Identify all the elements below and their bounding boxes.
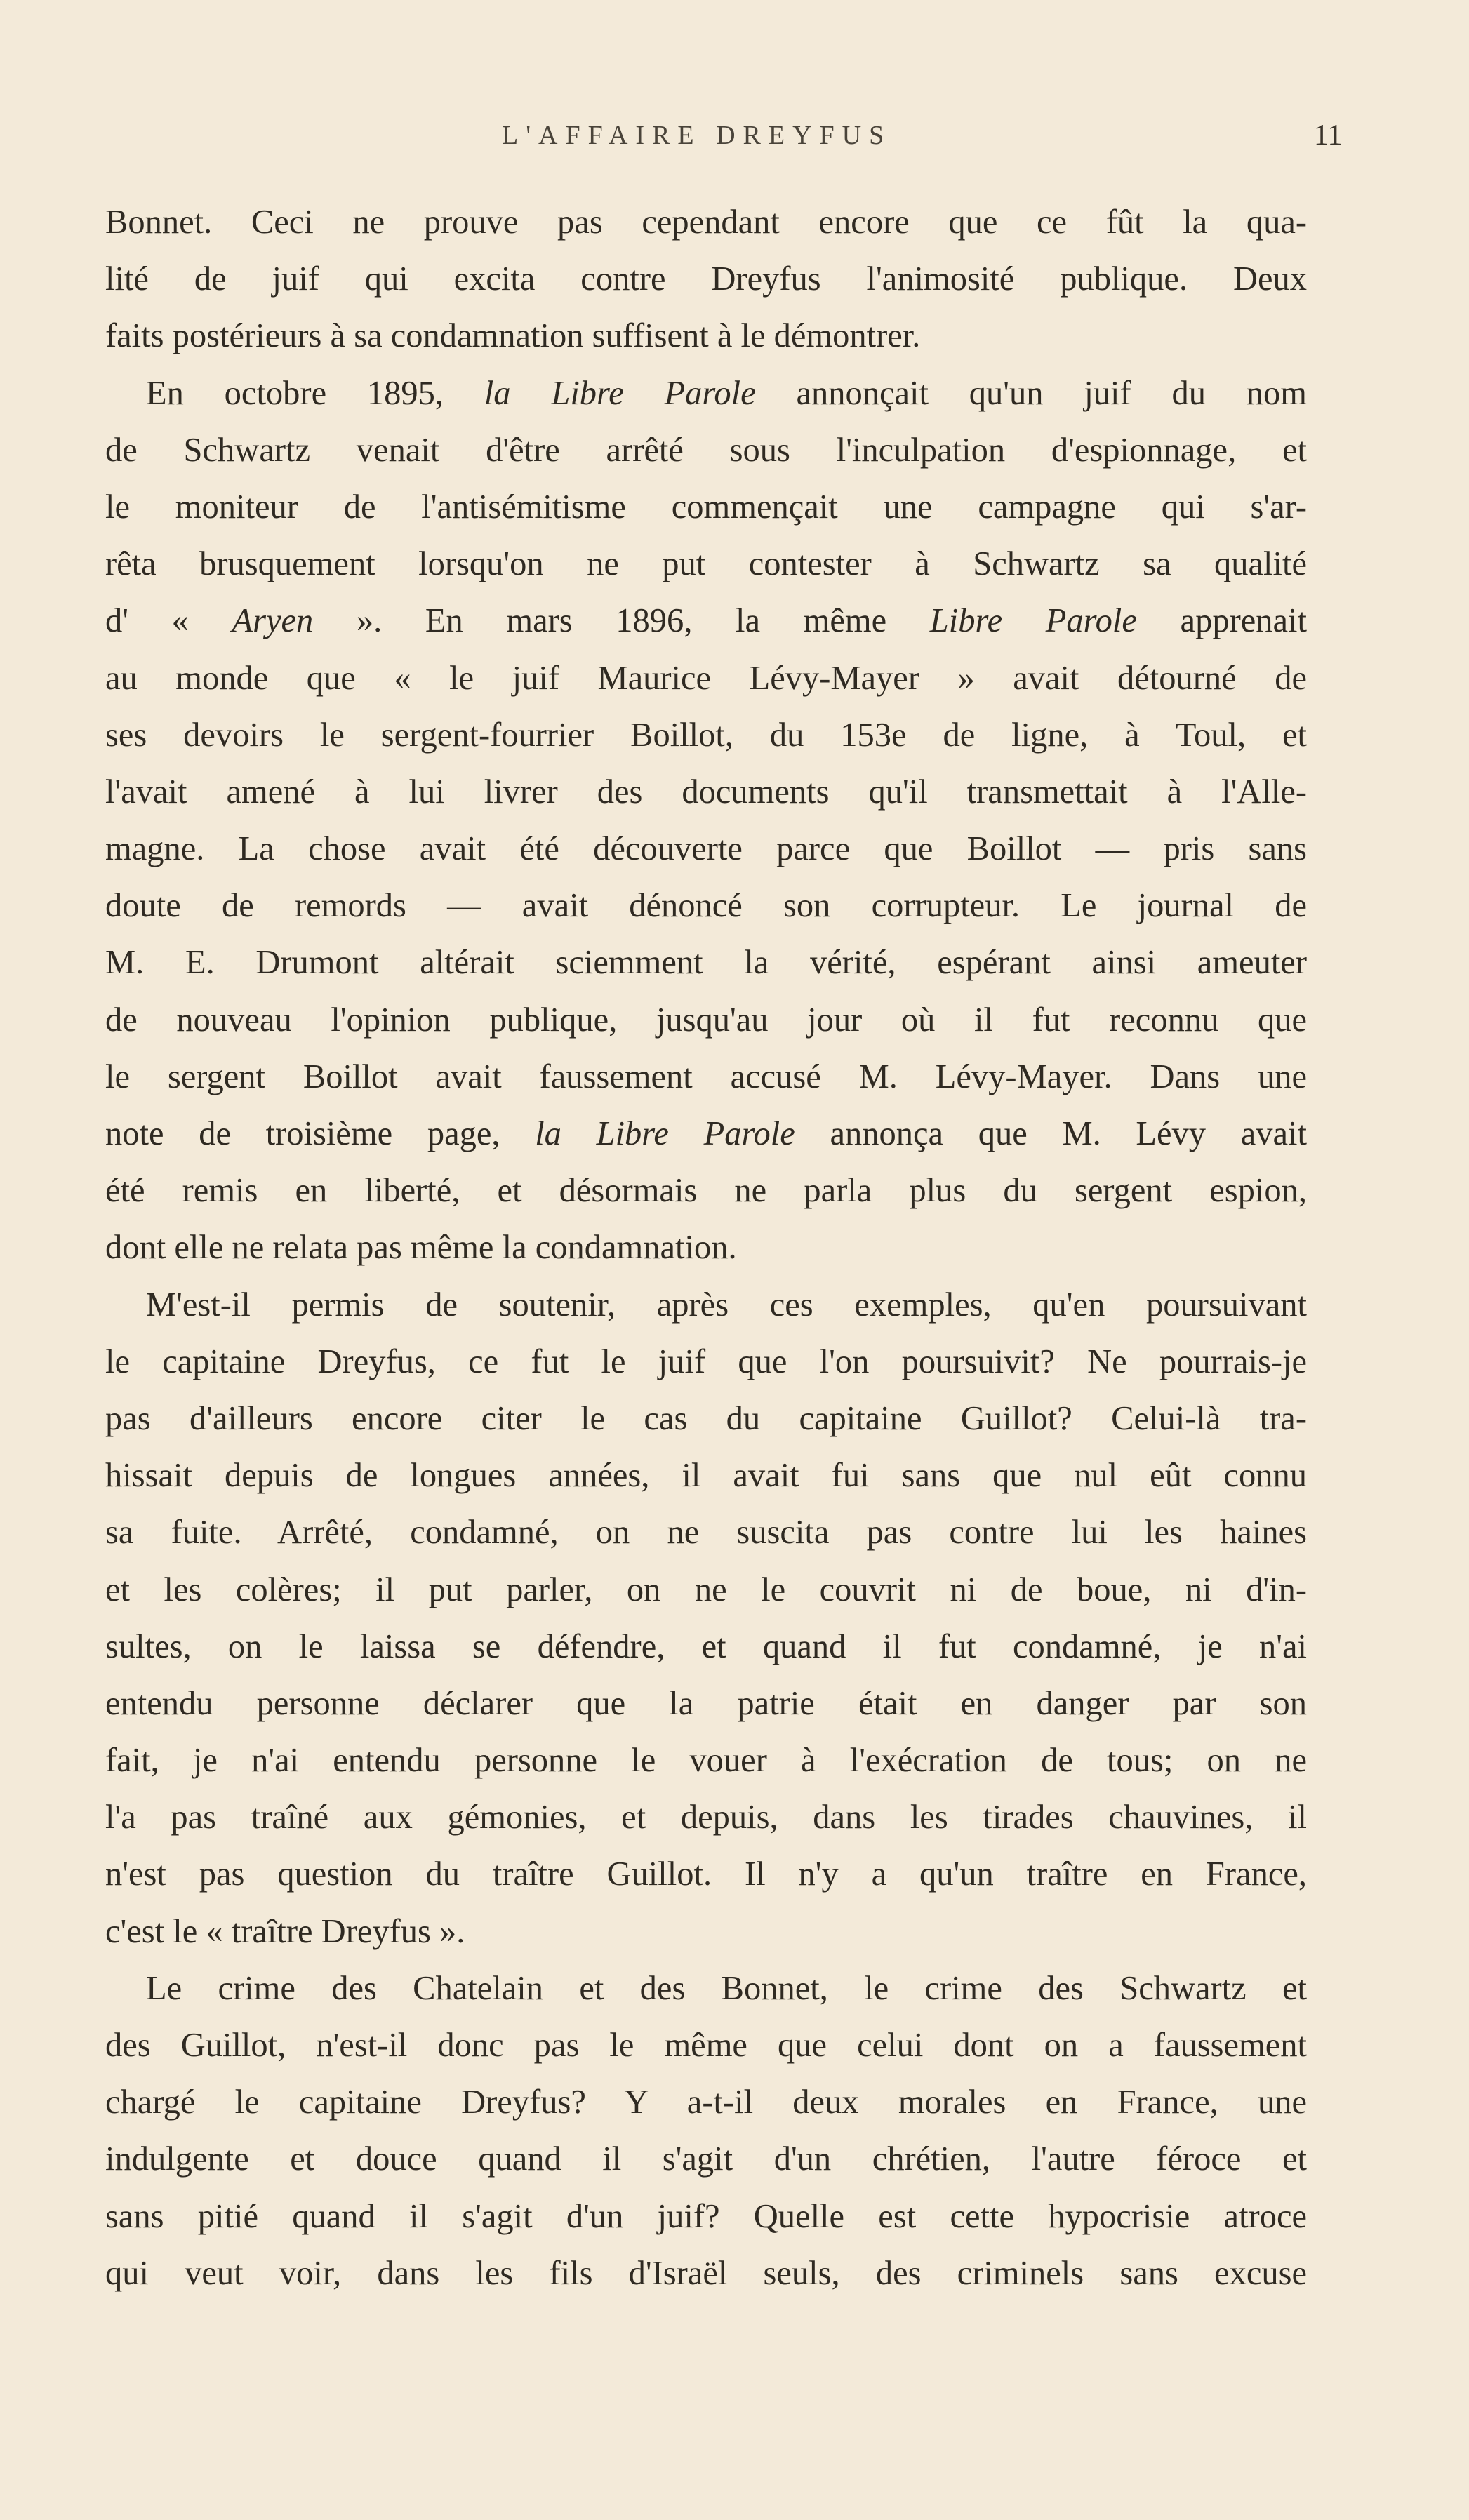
text-line: M'est-il permis de soutenir, après ces exemples, qu'en poursuivant: [146, 1286, 1307, 1324]
text-line: au monde que « le juif Maurice Lévy-Mayer » avait détourné de: [105, 659, 1307, 697]
text-line: entendu personne déclarer que la patrie était en danger par son: [105, 1684, 1307, 1722]
text-line: magne. La chose avait été découverte parce que Boillot — pris sans: [105, 830, 1307, 868]
text-line: l'a pas traîné aux gémonies, et depuis, dans les tirades chauvines, il: [105, 1799, 1307, 1836]
text-line: sultes, on le laissa se défendre, et quand il fut condamné, je n'ai: [105, 1627, 1307, 1665]
paragraph: [105, 1960, 1307, 2302]
text-line: indulgente et douce quand il s'agit d'un chrétien, l'autre féroce et: [105, 2140, 1307, 2178]
text-line: le sergent Boillot avait faussement accusé M. Lévy-Mayer. Dans une: [105, 1058, 1307, 1095]
text-line: de Schwartz venait d'être arrêté sous l'inculpation d'espionnage, et: [105, 431, 1307, 469]
text-line: rêta brusquement lorsqu'on ne put contester à Schwartz sa qualité: [105, 545, 1307, 583]
text-line: M. E. Drumont altérait sciemment la vérité, espérant ainsi ameuter: [105, 944, 1307, 982]
text-line: le moniteur de l'antisémitisme commençait une campagne qui s'ar-: [105, 488, 1307, 526]
text-line: de nouveau l'opinion publique, jusqu'au jour où il fut reconnu que: [105, 1001, 1307, 1039]
text-line: le capitaine Dreyfus, ce fut le juif que l'on poursuivit? Ne pourrais-je: [105, 1342, 1307, 1380]
text-line: doute de remords — avait dénoncé son corrupteur. Le journal de: [105, 887, 1307, 925]
text-line: fait, je n'ai entendu personne le vouer à l'exécration de tous; on ne: [105, 1742, 1307, 1780]
text-line: dont elle ne relata pas même la condamnation.: [105, 1229, 737, 1267]
text-line: n'est pas question du traître Guillot. Il n'y a qu'un traître en France,: [105, 1855, 1307, 1893]
text-line: Le crime des Chatelain et des Bonnet, le crime des Schwartz et: [146, 1969, 1307, 2007]
text-line: pas d'ailleurs encore citer le cas du capitaine Guillot? Celui-là tra-: [105, 1399, 1307, 1437]
text-line: c'est le « traître Dreyfus ».: [105, 1912, 465, 1950]
page-number: 11: [1314, 119, 1343, 152]
text-line: d' « Aryen ». En mars 1896, la même Libre Parole apprenait: [105, 602, 1307, 640]
body-text: [105, 194, 1307, 2302]
text-line: faits postérieurs à sa condamnation suffisent à le démontrer.: [105, 317, 921, 355]
text-line: qui veut voir, dans les fils d'Israël seuls, des criminels sans excuse: [105, 2254, 1307, 2292]
text-line: sa fuite. Arrêté, condamné, on ne suscita pas contre lui les haines: [105, 1514, 1307, 1552]
text-line: sans pitié quand il s'agit d'un juif? Quelle est cette hypocrisie atroce: [105, 2197, 1307, 2235]
text-line: lité de juif qui excita contre Dreyfus l'animosité publique. Deux: [105, 260, 1307, 298]
text-line: l'avait amené à lui livrer des documents qu'il transmettait à l'Alle-: [105, 773, 1307, 811]
text-line: Bonnet. Ceci ne prouve pas cependant encore que ce fût la qua-: [105, 204, 1307, 241]
text-line: ses devoirs le sergent-fourrier Boillot, du 153e de ligne, à Toul, et: [105, 716, 1307, 754]
running-head: [0, 111, 1469, 160]
text-line: chargé le capitaine Dreyfus? Y a-t-il deux morales en France, une: [105, 2084, 1307, 2121]
running-title: L'AFFAIRE DREYFUS: [502, 121, 892, 150]
paragraph: [105, 1276, 1307, 1960]
text-line: hissait depuis de longues années, il avait fui sans que nul eût connu: [105, 1457, 1307, 1495]
paragraph: [105, 365, 1307, 1276]
text-line: des Guillot, n'est-il donc pas le même que celui dont on a faussement: [105, 2027, 1307, 2064]
text-line: et les colères; il put parler, on ne le couvrit ni de boue, ni d'in-: [105, 1571, 1307, 1608]
paragraph: [105, 194, 1307, 365]
text-line: En octobre 1895, la Libre Parole annonçait qu'un juif du nom: [146, 374, 1307, 412]
text-line: été remis en liberté, et désormais ne parla plus du sergent espion,: [105, 1172, 1307, 1210]
text-line: note de troisième page, la Libre Parole annonça que M. Lévy avait: [105, 1115, 1307, 1152]
